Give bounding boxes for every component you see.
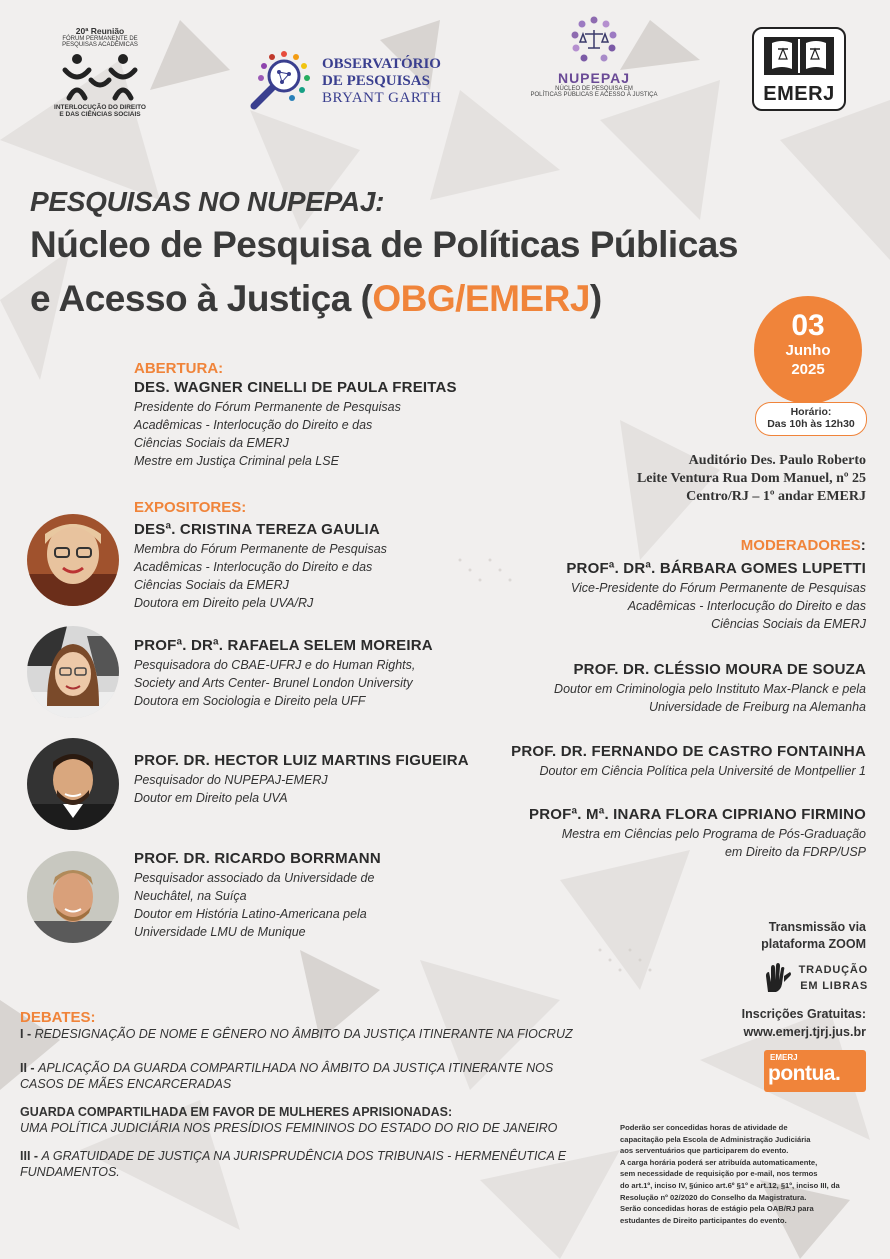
footnote-line2: capacitação pela Escola de Administração Judiciária: [620, 1134, 811, 1144]
footnote-line3: aos serventuários que participarem do evento.: [620, 1146, 789, 1156]
expositor-3-name: PROF. DR. HECTOR LUIZ MARTINS FIGUEIRA: [134, 752, 469, 769]
abertura-name: DES. WAGNER CINELLI DE PAULA FREITAS: [134, 379, 457, 396]
nupepaj-line2: POLÍTICAS PÚBLICAS E ACESSO À JUSTIÇA: [530, 92, 658, 98]
pontua-badge: [764, 1050, 866, 1092]
debate-item-1-line1: REDESIGNAÇÃO DE NOME E GÊNERO NO ÂMBITO DA JUSTIÇA ITINERANTE NA FIOCRUZ: [34, 1027, 573, 1041]
debate-item-4-prefix: III -: [20, 1149, 42, 1163]
expositor-4: [134, 849, 494, 941]
debate-item-2-line2: CASOS DE MÃES ENCARCERADAS: [20, 1077, 232, 1091]
debate-item-1-prefix: I -: [20, 1027, 35, 1041]
observatorio-line3: BRYANT GARTH: [322, 90, 442, 106]
date-month: Junho: [785, 342, 831, 359]
expositor-2-desc-1: Pesquisadora do CBAE-UFRJ e do Human Rights,: [134, 658, 416, 672]
moderador-3: [480, 742, 866, 780]
moderador-4-name: PROFª. Mª. INARA FLORA CIPRIANO FIRMINO: [529, 806, 866, 823]
expositor-4-name: PROF. DR. RICARDO BORRMANN: [134, 850, 381, 867]
debate-item-2: [20, 1060, 580, 1092]
magnifier-network-icon: [244, 48, 314, 112]
observatorio-logo: [244, 48, 454, 112]
forum-people-icon: [55, 50, 145, 102]
expositor-3: [134, 751, 494, 807]
speaker-photo: [27, 514, 119, 606]
forum-logo: [40, 26, 160, 118]
forum-logo-line2: FÓRUM PERMANENTE DE: [62, 36, 138, 42]
date-badge: [754, 296, 862, 404]
expositor-3-desc-1: Pesquisador do NUPEPAJ-EMERJ: [134, 773, 328, 787]
expositor-1-desc-2: Acadêmicas - Interlocução do Direito e das: [134, 560, 373, 574]
abertura-label: ABERTURA:: [134, 360, 224, 377]
expositor-2-desc-2: Society and Arts Center- Brunel London University: [134, 676, 413, 690]
venue-line2: Leite Ventura Rua Dom Manuel, nº 25: [636, 471, 866, 486]
observatorio-line2: DE PESQUISAS: [322, 73, 430, 89]
registration-line1: Inscrições Gratuitas:: [741, 1007, 866, 1021]
expositor-4-desc-3: Doutor em História Latino-Americana pela: [134, 907, 367, 921]
moderador-2: [500, 660, 866, 716]
venue-line3: Centro/RJ – 1º andar EMERJ: [686, 489, 866, 504]
footnote-line1: Poderão ser concedidas horas de atividade de: [620, 1123, 788, 1132]
forum-logo-line4: INTERLOCUÇÃO DO DIREITO: [54, 104, 146, 111]
moderadores-label-colon: :: [860, 537, 866, 554]
footnote: [620, 1122, 868, 1226]
moderadores-label: [560, 537, 866, 555]
pontua-text: pontua.: [768, 1062, 841, 1085]
expositor-1-name: DESª. CRISTINA TEREZA GAULIA: [134, 521, 380, 538]
expositor-2-desc-3: Doutora em Sociologia e Direito pela UFF: [134, 694, 366, 708]
expositor-2-name: PROFª. DRª. RAFAELA SELEM MOREIRA: [134, 637, 433, 654]
scales-of-justice-icon: [570, 16, 618, 64]
abertura-desc-3: Ciências Sociais da EMERJ: [134, 436, 289, 450]
moderador-3-name: PROF. DR. FERNANDO DE CASTRO FONTAINHA: [511, 743, 866, 760]
moderador-2-name: PROF. DR. CLÉSSIO MOURA DE SOUZA: [573, 661, 866, 678]
nupepaj-line1: NÚCLEO DE PESQUISA EM: [555, 86, 633, 92]
moderador-4-desc-1: Mestra em Ciências pelo Programa de Pós-Graduação: [561, 827, 866, 841]
debates-label: DEBATES:: [20, 1009, 96, 1026]
debate-item-3: [20, 1104, 580, 1136]
emerj-logo: [752, 27, 846, 111]
abertura-desc-4: Mestre em Justiça Criminal pela LSE: [134, 454, 339, 468]
event-title-line2-c: ): [589, 278, 602, 319]
moderador-2-desc-1: Doutor em Criminologia pelo Instituto Max-Planck e pela: [554, 682, 866, 696]
expositores-label: EXPOSITORES:: [134, 499, 247, 516]
emerj-logo-text: EMERJ: [763, 83, 835, 105]
footnote-line5: sem necessidade de requisição por e-mail, nos termos: [620, 1169, 818, 1179]
expositor-3-desc-2: Doutor em Direito pela UVA: [134, 791, 288, 805]
event-kicker: PESQUISAS NO NUPEPAJ:: [30, 186, 385, 217]
event-title-highlight: OBG/EMERJ: [372, 278, 590, 319]
debates-section: [20, 1009, 580, 1180]
time-badge: [755, 402, 867, 436]
footnote-line9: estudantes de Direito participantes do evento.: [620, 1215, 787, 1225]
expositor-1-desc-4: Doutora em Direito pela UVA/RJ: [134, 596, 314, 610]
expositor-4-desc-2: Neuchâtel, na Suíça: [134, 889, 247, 903]
date-year: 2025: [791, 361, 825, 378]
expositor-4-desc-1: Pesquisador associado da Universidade de: [134, 871, 375, 885]
sign-language-icon: [762, 962, 792, 994]
footnote-line6: do art.1º, inciso IV, §único art.6º §1º e art.12, §1º, inciso III, da: [620, 1180, 840, 1190]
emerj-emblem-icon: [762, 33, 836, 79]
moderador-1-desc-1: Vice-Presidente do Fórum Permanente de Pesquisas: [570, 581, 866, 595]
venue: [560, 452, 866, 506]
moderador-1: [500, 559, 866, 633]
footnote-line7: Resolução nº 02/2020 do Conselho da Magistratura.: [620, 1192, 807, 1202]
moderador-2-desc-2: Universidade de Freiburg na Alemanha: [648, 700, 866, 714]
abertura-section: [134, 360, 494, 470]
expositor-2: [134, 636, 494, 710]
moderador-3-desc-1: Doutor em Ciência Política pela Université de Montpellier 1: [539, 764, 866, 778]
debate-item-2-line1: APLICAÇÃO DA GUARDA COMPARTILHADA NO ÂMBITO DA JUSTIÇA ITINERANTE NOS: [38, 1061, 554, 1075]
speaker-photo: [27, 738, 119, 830]
pontua-small: EMERJ: [770, 1053, 798, 1062]
date-day: 03: [791, 309, 825, 342]
event-title-line1: Núcleo de Pesquisa de Políticas Públicas: [30, 224, 738, 265]
abertura-desc-1: Presidente do Fórum Permanente de Pesquisas: [134, 400, 401, 414]
event-title-line2-a: e Acesso à Justiça (: [30, 278, 373, 319]
observatorio-line1: OBSERVATÓRIO: [322, 56, 441, 72]
debate-item-1: [20, 1026, 580, 1042]
event-title-line2: [30, 278, 602, 320]
registration-info: [680, 1005, 866, 1041]
transmission-line1: Transmissão via: [768, 920, 866, 934]
nupepaj-title: NUPEPAJ: [557, 70, 631, 86]
speaker-photo: [27, 851, 119, 943]
expositor-1: [134, 520, 494, 612]
libras-info: [762, 962, 868, 996]
moderadores-label-text: MODERADORES: [740, 537, 861, 554]
debate-item-4-line1: A GRATUIDADE DE JUSTIÇA NA JURISPRUDÊNCIA DOS TRIBUNAIS - HERMENÊUTICA E: [41, 1149, 567, 1163]
time-value: Das 10h às 12h30: [767, 418, 855, 430]
footnote-line8: Serão concedidas horas de estágio pela OAB/RJ para: [620, 1204, 814, 1214]
expositor-4-desc-4: Universidade LMU de Munique: [134, 925, 306, 939]
libras-line2: EM LIBRAS: [800, 980, 868, 992]
registration-link[interactable]: www.emerj.tjrj.jus.br: [743, 1025, 866, 1039]
abertura-desc-2: Acadêmicas - Interlocução do Direito e das: [134, 418, 373, 432]
forum-logo-line3: PESQUISAS ACADÊMICAS: [62, 42, 138, 48]
moderador-1-desc-3: Ciências Sociais da EMERJ: [711, 617, 866, 631]
moderador-4-desc-2: em Direito da FDRP/USP: [724, 845, 866, 859]
transmission-line2: plataforma ZOOM: [761, 937, 866, 951]
forum-logo-line1: 20ª Reunião: [75, 26, 125, 36]
debate-item-2-prefix: II -: [20, 1061, 39, 1075]
venue-line1: Auditório Des. Paulo Roberto: [688, 453, 866, 468]
debate-item-4-line2: FUNDAMENTOS.: [20, 1165, 120, 1179]
nupepaj-logo: [528, 16, 660, 98]
expositor-1-desc-1: Membra do Fórum Permanente de Pesquisas: [134, 542, 387, 556]
libras-line1: TRADUÇÃO: [798, 964, 868, 976]
debate-item-3-line1: GUARDA COMPARTILHADA EM FAVOR DE MULHERES APRISIONADAS:: [20, 1105, 453, 1119]
debate-item-3-line2: UMA POLÍTICA JUDICIÁRIA NOS PRESÍDIOS FEMININOS DO ESTADO DO RIO DE JANEIRO: [20, 1121, 558, 1135]
speaker-photo: [27, 626, 119, 718]
moderador-4: [500, 805, 866, 861]
footnote-line4: A carga horária poderá ser atribuída automaticamente,: [620, 1157, 818, 1167]
time-label: Horário:: [790, 406, 832, 418]
debate-item-4: [20, 1148, 580, 1180]
forum-logo-line5: E DAS CIÊNCIAS SOCIAIS: [59, 111, 141, 118]
transmission-info: [680, 919, 866, 953]
moderador-1-name: PROFª. DRª. BÁRBARA GOMES LUPETTI: [566, 560, 866, 577]
expositor-1-desc-3: Ciências Sociais da EMERJ: [134, 578, 289, 592]
moderador-1-desc-2: Acadêmicas - Interlocução do Direito e das: [627, 599, 866, 613]
